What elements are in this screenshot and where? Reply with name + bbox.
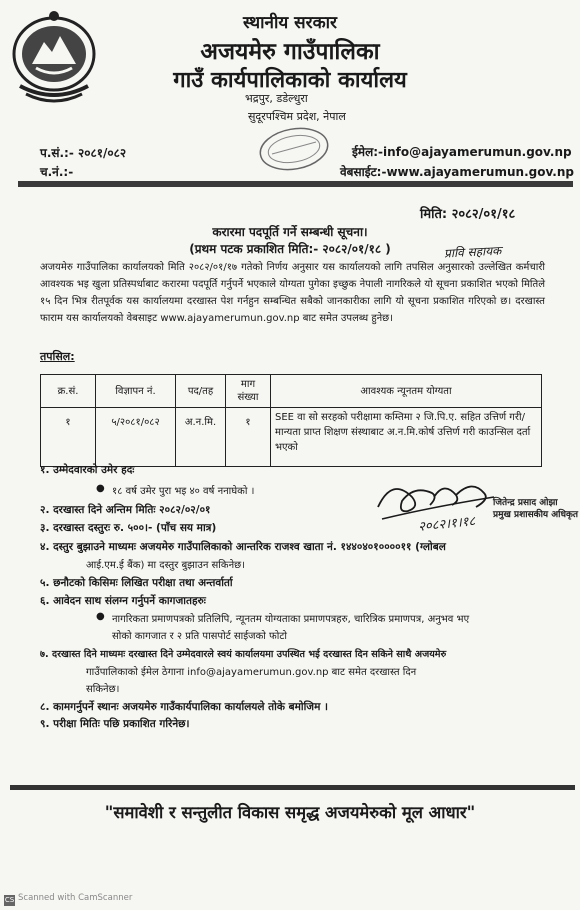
item-payment-method: ४. दस्तुर बुझाउने माध्यमः अजयमेरु गाउँपालिकाको आन्तरिक राजश्व खाता नं. १४४०४०१००००११ (ग्लोबल xyxy=(40,541,446,553)
camscanner-icon: CS xyxy=(4,896,15,904)
cell-advert-no: ५/२०८१/०८२ xyxy=(96,408,176,467)
notice-date: मिति: २०८२/०१/१८ xyxy=(420,207,516,222)
letterhead-address-line1: भद्रपुर, डडेल्धुरा xyxy=(245,92,308,105)
notice-subtitle: (प्रथम पटक प्रकाशित मिति:- २०८२/०१/१८ ) xyxy=(189,242,391,256)
officer-name: जितेन्द्र प्रसाद ओझा xyxy=(493,498,558,508)
notice-title: करारमा पदपूर्ति गर्ने सम्बन्धी सूचना। xyxy=(212,225,368,239)
cell-demand-count: १ xyxy=(226,408,271,467)
bullet-dot: ● xyxy=(96,611,105,622)
letterhead-govt: स्थानीय सरकार xyxy=(242,13,337,33)
office-website: वेबसाईट:-www.ajayamerumun.gov.np xyxy=(340,165,574,179)
scanner-text: Scanned with CamScanner xyxy=(18,893,133,903)
application-mode-end: सकिनेछ। xyxy=(86,684,120,695)
application-mode-cont: गाउँपालिकाको ईमेल ठेगाना info@ajayamerumun.gov.np बाट समेत दरखास्त दिन xyxy=(86,667,417,678)
col-header-sn: क्र.सं. xyxy=(41,375,96,408)
dispatch-number: च.नं.:- xyxy=(40,165,74,179)
header-divider xyxy=(18,181,573,187)
col-header-post-level: पद/तह xyxy=(176,375,226,408)
bullet-dot: ● xyxy=(96,483,105,494)
officer-title: प्रमुख प्रशासकीय अधिकृत xyxy=(493,510,579,520)
scanner-watermark xyxy=(4,893,132,906)
cell-post-level: अ.न.मि. xyxy=(176,408,226,467)
letterhead-address-line2: सुदूरपश्चिम प्रदेश, नेपाल xyxy=(248,110,346,123)
office-stamp xyxy=(258,126,330,172)
cell-qualification: SEE वा सो सरहको परीक्षामा कम्तिमा २ जि.पि.ए. सहित उत्तिर्ण गरी/मान्यता प्राप्त शिक्षण संस्थाबाट अ.न.मि.कोर्ष उत्तिर्ण गरी काउन्सिल दर्ता भएको xyxy=(271,408,542,467)
office-email: ईमेल:-info@ajayamerumun.gov.np xyxy=(352,145,572,159)
item-documents: ६. आवेदन साथ संलग्न गर्नुपर्ने कागजातहरुः xyxy=(40,595,206,607)
col-header-advert-no: विज्ञापन नं. xyxy=(96,375,176,408)
documents-detail-b: सोको कागजात र २ प्रति पासपोर्ट साईजको फोटो xyxy=(112,631,287,642)
officer-stamp xyxy=(493,497,579,537)
payment-method-cont: आई.एम.ई बैंक) मा दस्तुर बुझाउन सकिनेछ। xyxy=(86,560,245,571)
vacancy-table xyxy=(40,374,542,467)
notice-paragraph: अजयमेरु गाउँपालिका कार्यालयको मिति २०८२/०१/१७ गतेको निर्णय अनुसार यस कार्यालयको लागि तपसिल अनुसारको उल्लेखित कर्मचारी आवश्यक भइ खुला प्रतिस्पर्धाबाट करारमा पदपूर्ति गर्नुपर्ने भएकाले योग्यता पुगेका इच्छुक नेपाली नागरिकले यो सूचना प्रकाशित भएको मितिले १५ दिन भित्र रीतपूर्वक यस कार्यालयमा दरखास्त पेश गर्नहुन सम्बन्धित सबैको जानकारीका लागि यो सूचना प्रकाशित गरिएको छ। दरखास्त फाराम यस कार्यालयको वेबसाइट www.ajayamerumun.gov.np बाट समेत उपलब्ध हुनेछ। xyxy=(40,262,545,324)
details-heading: तपसिल: xyxy=(40,350,75,363)
cell-sn: १ xyxy=(41,408,96,467)
signature-date: २०८२।१।१८ xyxy=(417,514,476,535)
letterhead-municipality: अजयमेरु गाउँपालिका xyxy=(200,39,380,65)
col-header-demand-count: माग संख्या xyxy=(226,375,271,408)
reference-number: प.सं.:- २०८१/०८२ xyxy=(40,146,127,160)
documents-detail-a: नागरिकता प्रमाणपत्रको प्रतिलिपि, न्यूनतम योग्यताका प्रमाणपत्रहरु, चारित्रिक प्रमाणपत्र, अनुभव भए xyxy=(112,614,470,625)
table-row xyxy=(41,408,542,467)
letterhead-office: गाउँ कार्यपालिकाको कार्यालय xyxy=(173,68,407,93)
item-exam-date: ९. परीक्षा मितिः पछि प्रकाशित गरिनेछ। xyxy=(40,718,190,730)
age-limit-detail: १८ वर्ष उमेर पुरा भइ ४० वर्ष ननाघेको । xyxy=(112,486,255,497)
table-header-row xyxy=(41,375,542,408)
item-fee: ३. दरखास्त दस्तुरः रु. ५००।- (पाँच सय मात्र) xyxy=(40,522,217,534)
item-age-limit: १. उम्मेदवारको उमेर हदः xyxy=(40,464,135,476)
item-application-mode: ७. दरखास्त दिने माध्यमः दरखास्त दिने उम्मेदवारले स्वयं कार्यालयमा उपस्थित भई दरखास्त दिन सकिने साथै अजयमेरु xyxy=(40,649,447,660)
item-work-place: ८. कामगर्नुपर्ने स्थानः अजयमेरु गाउँकार्यपालिका कार्यालयले तोके बमोजिम । xyxy=(40,701,329,713)
item-deadline: २. दरखास्त दिने अन्तिम मितिः २०८२/०२/०१ xyxy=(40,504,211,516)
handwritten-note: प्रावि सहायक xyxy=(443,243,502,261)
municipality-motto: "समावेशी र सन्तुलीत विकास समृद्ध अजयमेरुको मूल आधार" xyxy=(104,803,476,822)
col-header-qualification: आवश्यक न्यूनतम योग्यता xyxy=(271,375,542,408)
item-selection-type: ५. छनौटको किसिमः लिखित परीक्षा तथा अन्तर्वार्ता xyxy=(40,577,233,589)
footer-divider xyxy=(10,785,575,790)
